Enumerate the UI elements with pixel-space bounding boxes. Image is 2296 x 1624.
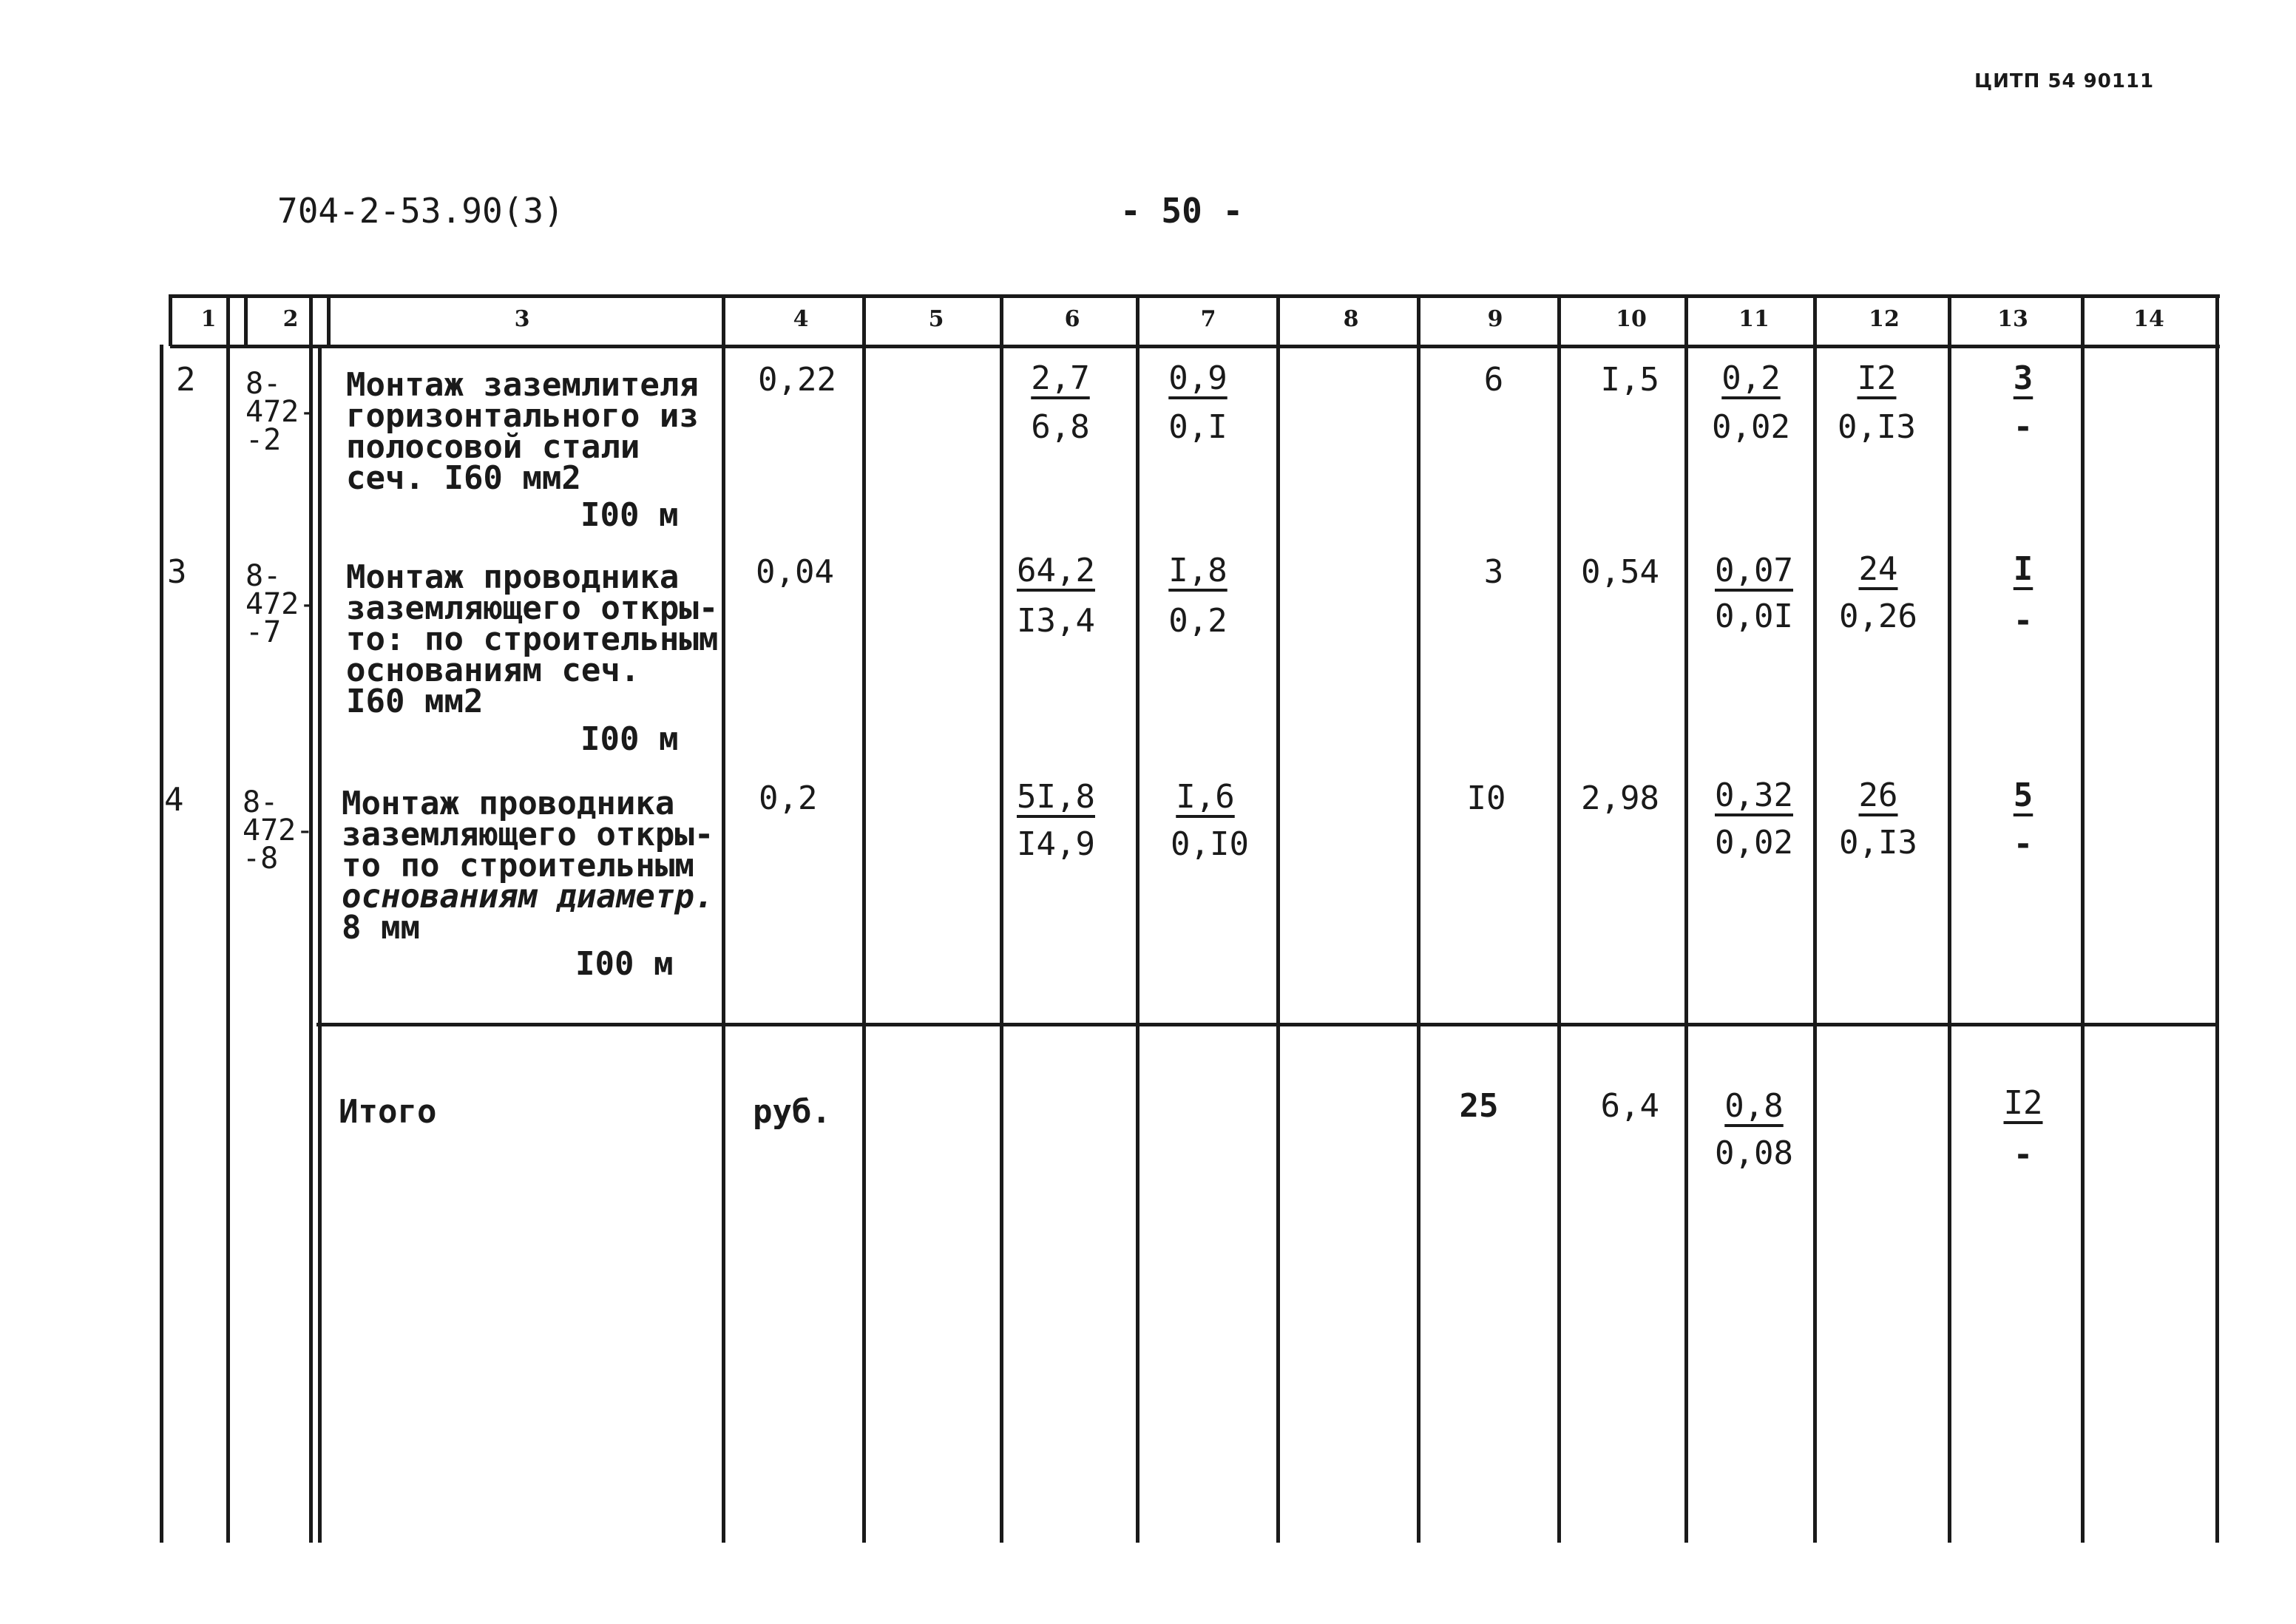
total-col9: 25 (1459, 1087, 1499, 1125)
column-border (1276, 294, 1280, 1543)
column-border (722, 294, 725, 1543)
cell-col13-bottom: - (2013, 825, 2033, 863)
header-bottom-border (170, 345, 2220, 348)
cell-col11-bottom: 0,02 (1712, 408, 1790, 446)
cell-col7-bottom: 0,2 (1168, 602, 1227, 640)
column-header: 5 (928, 306, 944, 332)
cell-col4: 0,04 (756, 553, 834, 591)
column-header: 2 (282, 306, 299, 332)
total-currency: руб. (753, 1093, 831, 1131)
column-header: 1 (200, 306, 217, 332)
total-col11-top: 0,8 (1724, 1087, 1784, 1125)
column-border (1948, 294, 1951, 1543)
cell-col6-top: 64,2 (1017, 552, 1095, 589)
document-stamp: ЦИТП 54 90111 (1974, 70, 2155, 92)
cell-col12-top: I2 (1857, 359, 1897, 397)
column-border (862, 294, 866, 1543)
cell-col7-top: I,6 (1176, 778, 1235, 816)
rate-code: 8- 472- -8 (243, 785, 314, 876)
column-border (169, 294, 172, 346)
measure-unit: I00 м (575, 945, 674, 983)
rate-code: 8- 472- -2 (245, 367, 317, 457)
column-border (2081, 294, 2085, 1543)
cell-col11-top: 0,07 (1715, 552, 1793, 589)
column-header: 4 (793, 306, 809, 332)
row-number: 2 (176, 361, 196, 399)
column-header: 8 (1343, 306, 1359, 332)
rate-code: 8- 472- -7 (245, 559, 317, 649)
total-col11-bottom: 0,08 (1715, 1134, 1793, 1172)
column-border (1136, 294, 1139, 1543)
total-label: Итого (339, 1093, 437, 1131)
total-col10: 6,4 (1600, 1087, 1659, 1125)
cell-col6-bottom: I4,9 (1017, 825, 1095, 863)
cell-col11-bottom: 0,0I (1715, 598, 1793, 635)
column-border (226, 294, 230, 1543)
total-col13-bottom: - (2013, 1136, 2033, 1174)
cell-col12-bottom: 0,26 (1839, 598, 1917, 635)
cell-col6-bottom: 6,8 (1031, 408, 1090, 446)
cell-col7-bottom: 0,I (1168, 408, 1227, 446)
cell-col4: 0,2 (759, 779, 818, 817)
cell-col9: 3 (1483, 553, 1504, 591)
document-number: 704-2-53.90(3) (277, 191, 564, 231)
column-header: 13 (1997, 306, 2028, 332)
cell-col13-bottom: - (2013, 408, 2033, 446)
cell-col6-top: 5I,8 (1017, 778, 1095, 816)
column-header: 12 (1869, 306, 1900, 332)
cell-col10: 0,54 (1581, 553, 1659, 591)
cell-col11-bottom: 0,02 (1715, 824, 1793, 862)
column-header: 14 (2133, 306, 2164, 332)
row-number: 3 (167, 553, 187, 591)
column-header: 6 (1064, 306, 1080, 332)
column-border (1684, 294, 1688, 1543)
cell-col12-bottom: 0,I3 (1839, 824, 1917, 862)
cell-col10: 2,98 (1581, 779, 1659, 817)
column-border (309, 294, 313, 1543)
page-number: - 50 - (1120, 191, 1244, 231)
work-description: Монтаж проводника заземляющего откры- то по строительным основаниям диаметр. 8 мм (342, 785, 714, 947)
row-number: 4 (164, 781, 184, 819)
column-border (1000, 294, 1003, 1543)
table-top-border (170, 294, 2220, 298)
column-border (2215, 294, 2219, 1543)
cell-col11-top: 0,2 (1721, 359, 1781, 397)
total-separator-line (316, 1023, 2215, 1026)
cell-col7-top: 0,9 (1168, 359, 1227, 397)
cell-col11-top: 0,32 (1715, 777, 1793, 814)
measure-unit: I00 м (580, 496, 679, 534)
column-header: 11 (1738, 306, 1770, 332)
column-border (1813, 294, 1817, 1543)
column-border (160, 345, 163, 1543)
column-header: 10 (1616, 306, 1647, 332)
cell-col7-top: I,8 (1168, 552, 1227, 589)
measure-unit: I00 м (580, 720, 679, 758)
cell-col9: 6 (1483, 361, 1504, 399)
column-border (1557, 294, 1561, 1543)
cell-col13-top: 5 (2013, 777, 2033, 814)
cell-col6-top: 2,7 (1031, 359, 1090, 397)
cell-col9: I0 (1466, 779, 1506, 817)
cell-col12-top: 26 (1858, 777, 1898, 814)
column-border (327, 294, 331, 346)
column-header: 3 (514, 306, 530, 332)
cell-col13-top: I (2013, 550, 2033, 588)
cell-col12-bottom: 0,I3 (1838, 408, 1916, 446)
cell-col13-top: 3 (2013, 359, 2033, 397)
column-border (1417, 294, 1420, 1543)
work-description: Монтаж заземлителя горизонтального из полосовой стали сеч. I60 мм2 (346, 366, 699, 497)
cell-col6-bottom: I3,4 (1017, 602, 1095, 640)
column-header: 7 (1200, 306, 1216, 332)
column-header: 9 (1487, 306, 1503, 332)
column-border (318, 345, 322, 1543)
cell-col10: I,5 (1600, 361, 1659, 399)
cell-col13-bottom: - (2013, 602, 2033, 640)
cell-col4: 0,22 (758, 361, 836, 399)
work-description: Монтаж проводника заземляющего откры- то: по строительным основаниям сеч. I60 мм2 (346, 558, 719, 720)
cell-col7-bottom: 0,I0 (1171, 825, 1249, 863)
column-border (244, 294, 248, 346)
cell-col12-top: 24 (1858, 550, 1898, 588)
total-col13-top: I2 (2003, 1084, 2043, 1122)
